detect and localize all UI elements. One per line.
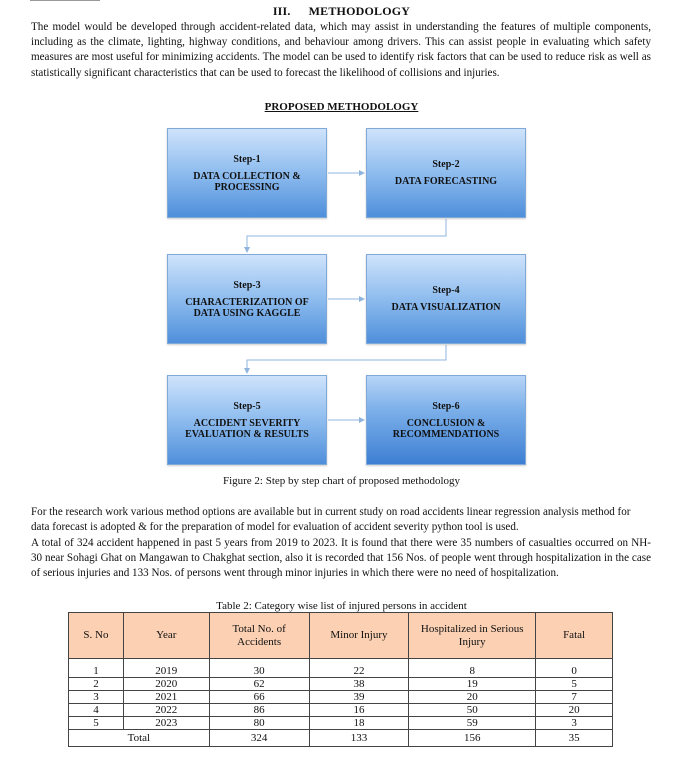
table-row bbox=[69, 678, 613, 691]
header-year: Year bbox=[123, 613, 209, 659]
cell-total: 66 bbox=[209, 691, 309, 704]
cell-minor: 16 bbox=[309, 704, 409, 717]
step-title: Step-6 bbox=[432, 400, 460, 412]
cell-fatal: 3 bbox=[536, 717, 613, 730]
cell-hospitalized: 20 bbox=[409, 691, 536, 704]
table-row bbox=[69, 665, 613, 678]
step-label: DATA FORECASTING bbox=[394, 176, 498, 187]
step-title: Step-5 bbox=[233, 400, 261, 412]
cell-year: 2023 bbox=[123, 717, 209, 730]
cell-year: 2022 bbox=[123, 704, 209, 717]
flow-step-1 bbox=[167, 128, 327, 218]
summary-paragraph: A total of 324 accident happened in past 5 years from 2019 to 2023. It is found that there were 35 numbers of casualties occurred on NH-30 near Sohagi Ghat on Mangawan to Chakghat section, also it is recorded that 156 Nos. of people went through hospitalization in the case of serious injuries and 133 Nos. of persons went through minor injuries in which there were no need of hospitalization. bbox=[31, 537, 651, 580]
cell-sno: 5 bbox=[69, 717, 124, 730]
cell-minor: 18 bbox=[309, 717, 409, 730]
total-minor: 133 bbox=[309, 730, 409, 747]
cell-sno: 1 bbox=[69, 665, 124, 678]
step-title: Step-1 bbox=[233, 153, 261, 165]
flow-step-2 bbox=[366, 128, 526, 218]
cell-hospitalized: 50 bbox=[409, 704, 536, 717]
step-label: DATA COLLECTION & PROCESSING bbox=[193, 170, 301, 193]
step-label: CHARACTERIZATION OF DATA USING KAGGLE bbox=[185, 296, 309, 319]
table-total-row bbox=[69, 730, 613, 747]
step-label: CONCLUSION & RECOMMENDATIONS bbox=[392, 417, 500, 440]
step-title: Step-2 bbox=[432, 159, 460, 170]
step-title: Step-3 bbox=[233, 279, 261, 291]
cell-year: 2019 bbox=[123, 665, 209, 678]
figure-caption: Figure 2: Step by step chart of proposed methodology bbox=[222, 475, 461, 487]
cell-minor: 39 bbox=[309, 691, 409, 704]
intro-paragraph: The model would be developed through accident-related data, which may assist in understanding the features of multiple components, including as the climate, lighting, highway conditions, and behaviour among drivers. This can assist people in evaluating which safety measures are most useful for minimizing accidents. The model can be used to identify risk factors that can be used to reduce risk as well as statistically significant characteristics that can be used to forecast the likelihood of collisions and injuries. bbox=[31, 21, 651, 79]
table-header-row bbox=[69, 613, 613, 659]
cell-year: 2021 bbox=[123, 691, 209, 704]
table-caption: Table 2: Category wise list of injured persons in accident bbox=[216, 600, 467, 612]
cell-year: 2020 bbox=[123, 678, 209, 691]
step-label: ACCIDENT SEVERITY EVALUATION & RESULTS bbox=[185, 417, 309, 440]
total-label: Total bbox=[69, 730, 210, 747]
arrow-step4-to-step5 bbox=[247, 345, 446, 373]
header-total-accidents: Total No. of Accidents bbox=[209, 613, 309, 659]
cell-sno: 3 bbox=[69, 691, 124, 704]
cell-total: 30 bbox=[209, 665, 309, 678]
step-label: DATA VISUALIZATION bbox=[391, 302, 501, 313]
flow-step-3 bbox=[167, 254, 327, 344]
cell-total: 86 bbox=[209, 704, 309, 717]
cell-total: 62 bbox=[209, 678, 309, 691]
cell-fatal: 5 bbox=[536, 678, 613, 691]
header-sno: S. No bbox=[69, 613, 124, 659]
header-rule bbox=[30, 0, 100, 1]
cell-sno: 2 bbox=[69, 678, 124, 691]
total-hospitalized: 156 bbox=[409, 730, 536, 747]
cell-minor: 22 bbox=[309, 665, 409, 678]
injury-table bbox=[68, 612, 613, 747]
flow-step-4 bbox=[366, 254, 526, 344]
cell-fatal: 0 bbox=[536, 665, 613, 678]
flowchart-title: PROPOSED METHODOLOGY bbox=[264, 101, 419, 113]
header-fatal: Fatal bbox=[536, 613, 613, 659]
flow-step-6 bbox=[366, 375, 526, 465]
cell-hospitalized: 8 bbox=[409, 665, 536, 678]
section-number: III. bbox=[272, 4, 291, 18]
cell-hospitalized: 19 bbox=[409, 678, 536, 691]
cell-sno: 4 bbox=[69, 704, 124, 717]
method-paragraph: For the research work various method options are available but in current study on road accidents linear regression analysis method for data forecast is adopted & for the preparation of model for evaluation of accident severity python tool is used. bbox=[31, 506, 631, 534]
table-row bbox=[69, 717, 613, 730]
cell-fatal: 20 bbox=[536, 704, 613, 717]
header-minor-injury: Minor Injury bbox=[309, 613, 409, 659]
arrow-step2-to-step3 bbox=[247, 219, 446, 252]
table-row bbox=[69, 691, 613, 704]
cell-total: 80 bbox=[209, 717, 309, 730]
flow-step-5 bbox=[167, 375, 327, 465]
total-fatal: 35 bbox=[536, 730, 613, 747]
step-title: Step-4 bbox=[432, 285, 460, 296]
cell-hospitalized: 59 bbox=[409, 717, 536, 730]
section-heading bbox=[0, 4, 683, 19]
cell-minor: 38 bbox=[309, 678, 409, 691]
total-accidents: 324 bbox=[209, 730, 309, 747]
cell-fatal: 7 bbox=[536, 691, 613, 704]
header-hospitalized: Hospitalized in Serious Injury bbox=[409, 613, 536, 659]
section-title: METHODOLOGY bbox=[308, 4, 411, 18]
table-row bbox=[69, 704, 613, 717]
